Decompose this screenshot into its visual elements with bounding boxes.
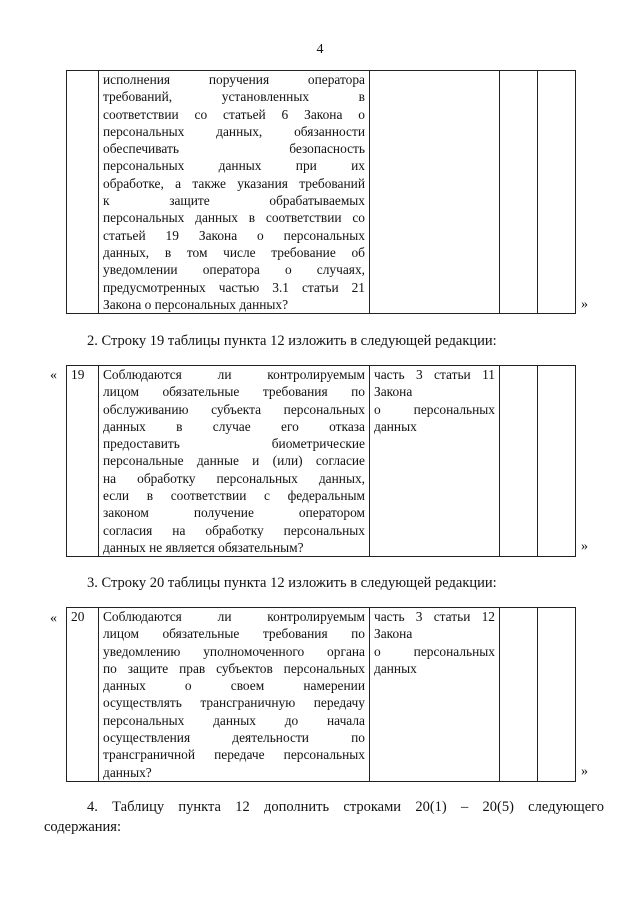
number-cell: [67, 71, 99, 314]
question-text: [103, 608, 365, 781]
question-text: [103, 71, 365, 313]
paragraph-2: 2. Строку 19 таблицы пункта 12 изложить в следующей редакции:: [87, 333, 497, 349]
question-text: [103, 366, 365, 556]
empty-cell: [538, 71, 576, 314]
text-line: трансграничной передаче персональных: [103, 747, 365, 763]
text-line: Закона: [374, 384, 413, 400]
text-line: исполнения поручения оператора: [103, 72, 365, 87]
text-line: данных, в том числе требование об: [103, 244, 365, 260]
paragraph-4-line-2: содержания:: [44, 819, 122, 835]
question-cell: [99, 71, 370, 314]
text-line: обслуживанию субъекта персональных: [103, 401, 365, 417]
reference-cell: [370, 71, 500, 314]
reference-text: [374, 608, 495, 677]
text-line: лицом обязательные требования по: [103, 384, 365, 400]
closing-quote: »: [581, 297, 588, 312]
opening-quote: «: [50, 368, 57, 383]
table-row: [67, 608, 576, 782]
text-line: данных?: [103, 764, 152, 780]
empty-cell: [500, 608, 538, 782]
text-line: о персональных: [374, 643, 495, 659]
text-line: Соблюдаются ли контролируемым: [103, 367, 365, 382]
text-line: часть 3 статьи 12: [374, 609, 495, 624]
text-line: данных в случае его отказа: [103, 418, 365, 434]
text-line: персональных данных в соответствии со: [103, 210, 365, 226]
text-line: персональных данных при их: [103, 158, 365, 174]
text-line: данных: [374, 418, 417, 434]
text-line: уведомлению уполномоченного органа: [103, 643, 365, 659]
empty-cell: [500, 71, 538, 314]
text-line: предусмотренных частью 3.1 статьи 21: [103, 279, 365, 295]
closing-quote: »: [581, 764, 588, 779]
text-line: данных: [374, 660, 417, 676]
text-line: если в соответствии с федеральным: [103, 488, 365, 504]
text-line: согласия на обработку персональных: [103, 522, 365, 538]
table-row: [67, 71, 576, 314]
text-line: осуществлять трансграничную передачу: [103, 695, 365, 711]
text-line: данных о своем намерении: [103, 678, 365, 694]
text-line: Закона: [374, 626, 413, 642]
table-row: [67, 366, 576, 557]
reference-cell: [370, 366, 500, 557]
reference-cell: [370, 608, 500, 782]
text-line: Соблюдаются ли контролируемым: [103, 609, 365, 624]
text-line: статьей 19 Закона о персональных: [103, 227, 365, 243]
text-line: данных не является обязательным?: [103, 539, 304, 555]
empty-cell: [538, 608, 576, 782]
table-row-19: [66, 365, 576, 557]
row-number: 19: [67, 366, 99, 557]
text-line: обработке, а также указания требований: [103, 175, 365, 191]
text-line: обеспечивать безопасность: [103, 141, 365, 157]
text-line: предоставить биометрические: [103, 436, 365, 452]
closing-quote: »: [581, 539, 588, 554]
text-line: требований, установленных в: [103, 89, 365, 105]
question-cell: [99, 366, 370, 557]
text-line: лицом обязательные требования по: [103, 626, 365, 642]
reference-text: [374, 366, 495, 435]
table-row-20: [66, 607, 576, 782]
empty-cell: [500, 366, 538, 557]
text-line: соответствии со статьей 6 Закона о: [103, 106, 365, 122]
text-line: Закона о персональных данных?: [103, 296, 289, 312]
text-line: о персональных: [374, 401, 495, 417]
text-line: персональные данные и (или) согласие: [103, 453, 365, 469]
text-line: к защите обрабатываемых: [103, 193, 365, 209]
question-cell: [99, 608, 370, 782]
opening-quote: «: [50, 611, 57, 626]
paragraph-4-line-1: 4. Таблицу пункта 12 дополнить строками 20(1) – 20(5) следующего: [87, 799, 604, 815]
text-line: законом получение оператором: [103, 505, 365, 521]
paragraph-4: [44, 797, 604, 837]
text-line: осуществления деятельности по: [103, 730, 365, 746]
paragraph-3: 3. Строку 20 таблицы пункта 12 изложить в следующей редакции:: [87, 575, 497, 591]
empty-cell: [538, 366, 576, 557]
text-line: на обработку персональных данных,: [103, 470, 365, 486]
page-number: 4: [316, 42, 324, 57]
text-line: персональных данных до начала: [103, 712, 365, 728]
text-line: уведомлении оператора о случаях,: [103, 262, 365, 278]
text-line: персональных данных, обязанности: [103, 123, 365, 139]
text-line: по защите прав субъектов персональных: [103, 660, 365, 676]
table-continuation: [66, 70, 576, 314]
text-line: часть 3 статьи 11: [374, 367, 495, 382]
row-number: 20: [67, 608, 99, 782]
